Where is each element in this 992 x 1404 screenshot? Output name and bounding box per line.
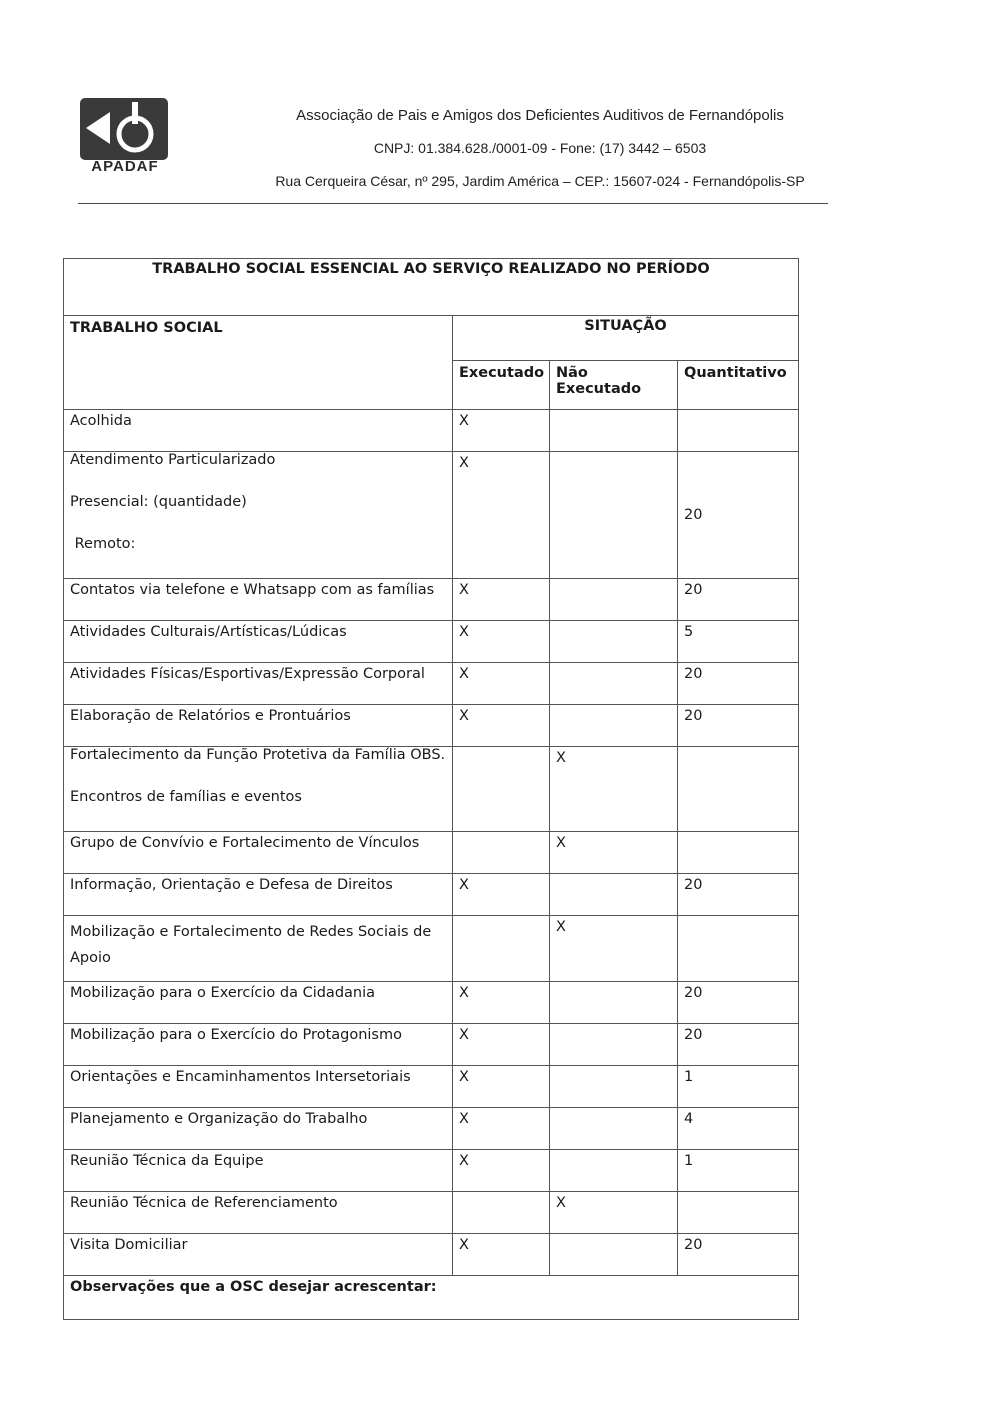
table-row (64, 579, 799, 621)
cell-executado: X (453, 1066, 550, 1108)
row-label: Grupo de Convívio e Fortalecimento de Vínculos (64, 832, 453, 874)
row-label: Mobilização para o Exercício do Protagonismo (64, 1024, 453, 1066)
address: Rua Cerqueira César, nº 295, Jardim América – CEP.: 15607-024 - Fernandópolis-SP (275, 173, 805, 189)
table-row (64, 452, 799, 579)
row-label: Reunião Técnica da Equipe (64, 1150, 453, 1192)
row-label: Atendimento Particularizado (70, 452, 276, 468)
cell-quantitativo: 20 (678, 663, 799, 705)
row-label: Planejamento e Organização do Trabalho (64, 1108, 453, 1150)
cell-quantitativo (678, 410, 799, 452)
cell-executado (453, 1192, 550, 1234)
cell-quantitativo: 4 (678, 1108, 799, 1150)
cell-quantitativo (678, 747, 799, 832)
cell-nao-executado: X (550, 1192, 678, 1234)
cell-nao-executado (550, 1108, 678, 1150)
organization-name: Associação de Pais e Amigos dos Deficientes Auditivos de Fernandópolis (296, 107, 784, 124)
cell-executado: X (453, 579, 550, 621)
table-row (64, 663, 799, 705)
row-label: Atividades Culturais/Artísticas/Lúdicas (64, 621, 453, 663)
logo-text: APADAF (91, 158, 159, 175)
cell-quantitativo (678, 1192, 799, 1234)
row-label: Acolhida (64, 410, 453, 452)
table-row (64, 982, 799, 1024)
cell-quantitativo: 1 (678, 1066, 799, 1108)
row-label: Informação, Orientação e Defesa de Direitos (64, 874, 453, 916)
cell-nao-executado (550, 1234, 678, 1276)
row-label: Mobilização para o Exercício da Cidadania (64, 982, 453, 1024)
cell-quantitativo: 20 (678, 874, 799, 916)
social-work-table (63, 258, 799, 1320)
header-nao-executado: Não Executado (550, 361, 678, 410)
table-row (64, 1192, 799, 1234)
cell-quantitativo: 20 (678, 982, 799, 1024)
header-trabalho-social: TRABALHO SOCIAL (64, 316, 453, 410)
cell-executado: X (453, 663, 550, 705)
cell-quantitativo: 20 (678, 452, 799, 579)
table-row (64, 1108, 799, 1150)
observations-row (64, 1276, 799, 1320)
cell-executado: X (453, 1024, 550, 1066)
cell-executado: X (453, 1150, 550, 1192)
table-row (64, 1150, 799, 1192)
cell-quantitativo (678, 832, 799, 874)
cell-nao-executado (550, 705, 678, 747)
header-executado: Executado (453, 361, 550, 410)
cell-nao-executado (550, 1150, 678, 1192)
row-label: Fortalecimento da Função Protetiva da Família OBS. (70, 747, 446, 763)
cell-quantitativo: 20 (678, 579, 799, 621)
table-row (64, 1234, 799, 1276)
cell-executado (453, 747, 550, 832)
cell-executado: X (453, 410, 550, 452)
cell-quantitativo: 1 (678, 1150, 799, 1192)
row-label-multiline (64, 747, 453, 832)
cell-executado: X (453, 452, 550, 579)
cell-executado: X (453, 874, 550, 916)
row-label: Reunião Técnica de Referenciamento (64, 1192, 453, 1234)
row-label: Orientações e Encaminhamentos Intersetoriais (64, 1066, 453, 1108)
table-row (64, 410, 799, 452)
cnpj-phone: CNPJ: 01.384.628./0001-09 - Fone: (17) 3442 – 6503 (373, 140, 707, 156)
table-row (64, 916, 799, 982)
table-row (64, 832, 799, 874)
row-label: Elaboração de Relatórios e Prontuários (64, 705, 453, 747)
cell-executado (453, 832, 550, 874)
cell-quantitativo: 20 (678, 705, 799, 747)
table-row (64, 874, 799, 916)
cell-executado: X (453, 621, 550, 663)
cell-nao-executado: X (550, 747, 678, 832)
cell-nao-executado (550, 1024, 678, 1066)
svg-text:A: A (109, 125, 121, 133)
cell-nao-executado (550, 982, 678, 1024)
cell-nao-executado (550, 1066, 678, 1108)
table-row (64, 1066, 799, 1108)
logo-emblem (80, 98, 168, 160)
cell-quantitativo (678, 916, 799, 982)
cell-nao-executado (550, 663, 678, 705)
table-row (64, 1024, 799, 1066)
cell-executado: X (453, 1234, 550, 1276)
row-label-multiline (64, 452, 453, 579)
cell-nao-executado (550, 452, 678, 579)
cell-quantitativo: 20 (678, 1234, 799, 1276)
cell-executado: X (453, 705, 550, 747)
header-situacao: SITUAÇÃO (453, 316, 799, 361)
cell-nao-executado (550, 874, 678, 916)
cell-executado: X (453, 1108, 550, 1150)
table-row (64, 621, 799, 663)
cell-quantitativo: 5 (678, 621, 799, 663)
row-label: Visita Domiciliar (64, 1234, 453, 1276)
cell-nao-executado: X (550, 832, 678, 874)
cell-nao-executado (550, 579, 678, 621)
cell-nao-executado: X (550, 916, 678, 982)
table-title: TRABALHO SOCIAL ESSENCIAL AO SERVIÇO REALIZADO NO PERÍODO (64, 259, 799, 316)
header-quantitativo: Quantitativo (678, 361, 799, 410)
cell-executado: X (453, 982, 550, 1024)
row-label: Contatos via telefone e Whatsapp com as famílias (64, 579, 453, 621)
apadaf-logo (80, 98, 170, 178)
table-row (64, 747, 799, 832)
row-sublabel-remoto: Remoto: (70, 536, 136, 552)
row-label: Atividades Físicas/Esportivas/Expressão Corporal (64, 663, 453, 705)
row-label: Mobilização e Fortalecimento de Redes Sociais de Apoio (64, 916, 453, 982)
cell-nao-executado (550, 621, 678, 663)
ear-icon (80, 98, 168, 160)
cell-nao-executado (550, 410, 678, 452)
header-divider (78, 203, 828, 204)
row-sublabel-presencial: Presencial: (quantidade) (70, 494, 247, 510)
row-sublabel: Encontros de famílias e eventos (70, 789, 302, 805)
observations-label: Observações que a OSC desejar acrescentar: (64, 1276, 799, 1320)
cell-quantitativo: 20 (678, 1024, 799, 1066)
table-row (64, 705, 799, 747)
cell-executado (453, 916, 550, 982)
